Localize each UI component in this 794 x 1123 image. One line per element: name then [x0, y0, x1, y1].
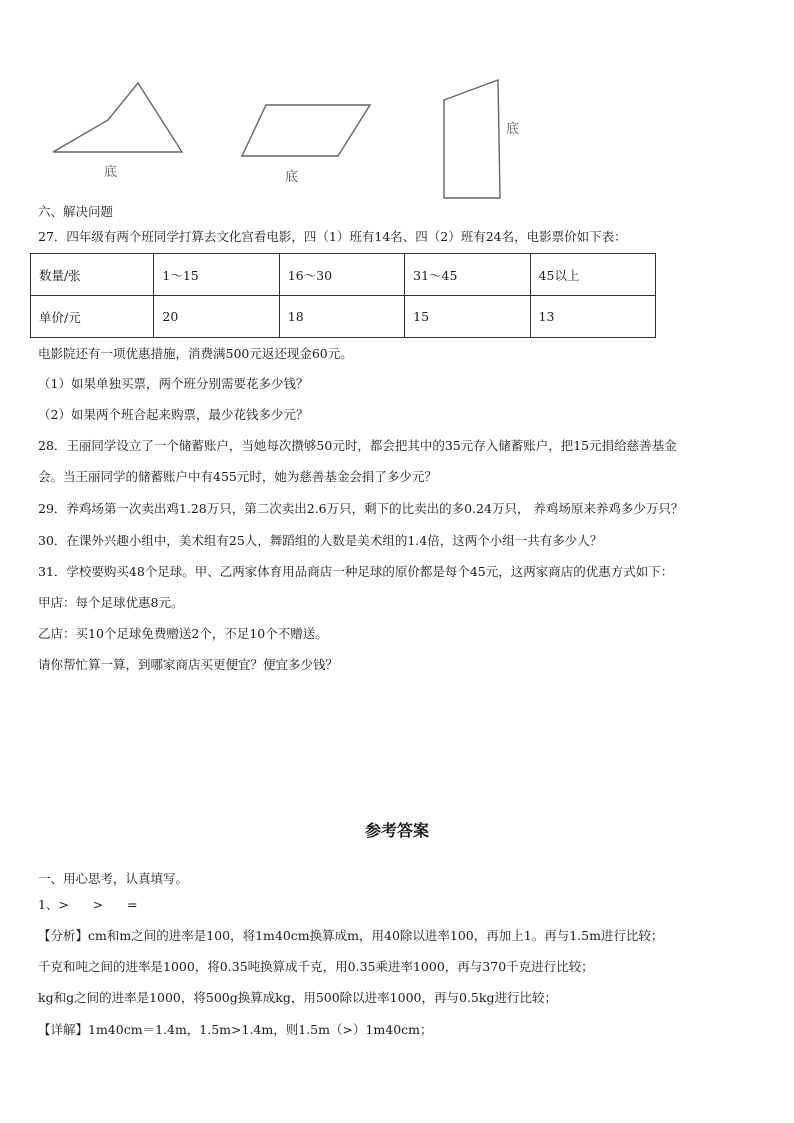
- answers-title: 参考答案: [364, 821, 429, 840]
- question-31: 31．学校要购买48个足球。甲、乙两家体育用品商店一种足球的原价都是每个45元，这两家商店的优惠方式如下：: [38, 564, 674, 579]
- question-27-sub1: （1）如果单独买票，两个班分别需要花多少钱？: [38, 376, 309, 391]
- table-cell: 数量/张: [31, 254, 154, 296]
- question-29: 29．养鸡场第一次卖出鸡1.28万只，第二次卖出2.6万只，剩下的比卖出的多0.24万只， 养鸡场原来养鸡多少万只？: [38, 501, 684, 516]
- table-cell: 13: [530, 296, 655, 338]
- table-cell: 31～45: [405, 254, 530, 296]
- question-27: 27．四年级有两个班同学打算去文化宫看电影，四（1）班有14名、四（2）班有24名，电影票价如下表：: [38, 229, 627, 244]
- table-cell: 15: [405, 296, 530, 338]
- question-28-line2: 会。当王丽同学的储蓄账户中有455元时，她为慈善基金会捐了多少元？: [38, 469, 437, 484]
- table-row: [31, 254, 656, 296]
- table-row: [31, 296, 656, 338]
- question-31-shop-b: 乙店：买10个足球免费赠送2个，不足10个不赠送。: [38, 626, 328, 641]
- question-30: 30．在课外兴趣小组中，美术组有25人，舞蹈组的人数是美术组的1.4倍，这两个小组一共有多少人？: [38, 533, 603, 548]
- table-cell: 1～15: [154, 254, 279, 296]
- question-31-shop-a: 甲店：每个足球优惠8元。: [38, 595, 184, 610]
- analysis-line-3: kg和g之间的进率是1000，将500g换算成kg，用500除以进率1000，再与0.5kg进行比较；: [38, 990, 557, 1005]
- trapezoid-base-label: 底: [506, 122, 520, 137]
- table-cell: 18: [279, 296, 404, 338]
- trapezoid-shape: [444, 80, 500, 198]
- figure-parallelogram: [238, 100, 378, 162]
- triangle-shape: [53, 83, 182, 152]
- section-heading: 六、解决问题: [38, 204, 114, 219]
- parallelogram-base-label: 底: [285, 170, 299, 185]
- analysis-line-1: 【分析】cm和m之间的进率是100，将1m40cm换算成m，用40除以进率100，再加上1。再与1.5m进行比较；: [38, 928, 664, 943]
- answer-1: 1、> > =: [38, 897, 138, 912]
- figure-trapezoid: [438, 76, 508, 202]
- question-27-sub2: （2）如果两个班合起来购票，最少花钱多少元？: [38, 407, 309, 422]
- detail-line-1: 【详解】1m40cm＝1.4m，1.5m>1.4m，则1.5m（>）1m40cm；: [38, 1022, 433, 1037]
- figure-triangle: [48, 78, 188, 158]
- parallelogram-shape: [242, 105, 370, 156]
- table-cell: 45以上: [530, 254, 655, 296]
- table-cell: 单价/元: [31, 296, 154, 338]
- question-27-note: 电影院还有一项优惠措施，消费满500元返还现金60元。: [38, 346, 353, 361]
- ticket-price-table: [30, 253, 656, 338]
- table-cell: 20: [154, 296, 279, 338]
- table-cell: 16～30: [279, 254, 404, 296]
- question-28-line1: 28．王丽同学设立了一个储蓄账户，当她每次攒够50元时，都会把其中的35元存入储蓄账户，把15元捐给慈善基金: [38, 438, 677, 453]
- triangle-base-label: 底: [104, 165, 118, 180]
- analysis-line-2: 千克和吨之间的进率是1000，将0.35吨换算成千克，用0.35乘进率1000，再与370千克进行比较；: [38, 959, 594, 974]
- question-31-question: 请你帮忙算一算，到哪家商店买更便宜？便宜多少钱？: [38, 657, 339, 672]
- answers-section-heading: 一、用心思考，认真填写。: [38, 871, 189, 886]
